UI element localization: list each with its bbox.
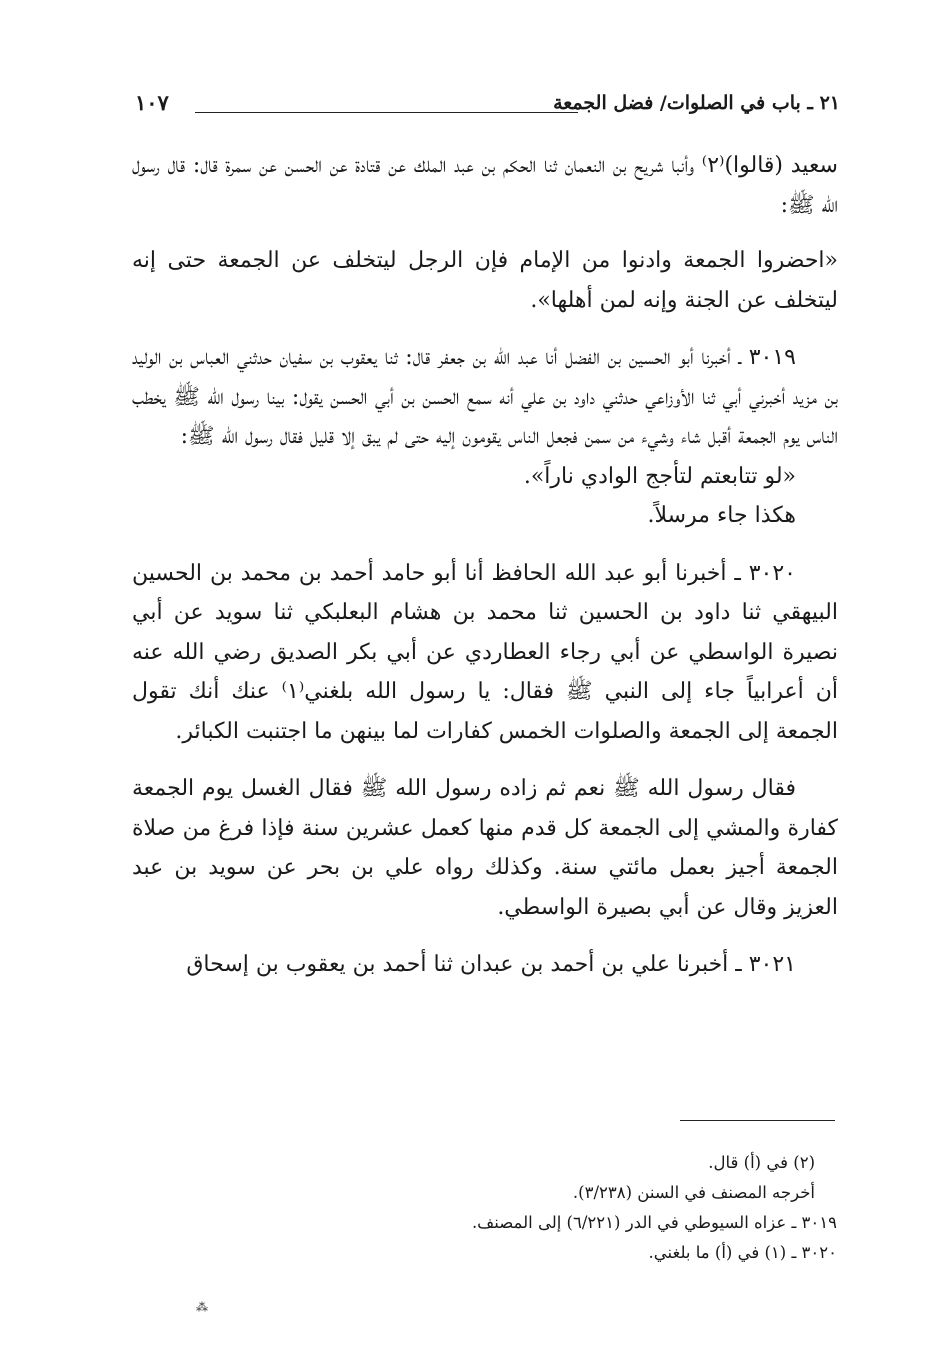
footnote-2: أخرجه المصنف في السنن (٣/٢٣٨). xyxy=(572,1183,815,1202)
header-rule xyxy=(195,112,578,113)
hadith-text-1: «احضروا الجمعة وادنوا من الإمام فإن الرجل ليتخلف عن الجمعة حتى إنه ليتخلف عن الجنة وإنه لمن أهلها». xyxy=(132,248,839,313)
running-header xyxy=(135,92,840,124)
footnote-4: ٣٠٢٠ ـ (١) في (أ) ما بلغني. xyxy=(648,1243,837,1262)
narration-3020: ٣٠٢٠ ـ أخبرنا أبو عبد الله الحافظ أنا أبو حامد أحمد بن محمد بن الحسين البيهقي ثنا داود بن الحسين ثنا محمد بن هشام البعلبكي ثنا سويد عن أبي نصيرة الواسطي عن أبي رجاء العطاردي عن أبي بكر الصديق رضي الله عنه أن أعرابياً جاء إلى النبي ﷺ فقال: يا رسول الله بلغني⁽١⁾ عنك أنك تقول الجمعة إلى الجمعة والصلوات الخمس كفارات لما بينهن ما اجتنبت الكبائر. xyxy=(132,560,838,744)
hadith-text-2: «لو تتابعتم لتأجج الوادي ناراً». xyxy=(523,463,796,489)
print-mark: ⁂ xyxy=(196,1300,208,1314)
footnote-3: ٣٠١٩ ـ عزاه السيوطي في الدر (٦/٢٢١) إلى المصنف. xyxy=(471,1213,837,1232)
narration-3019: ٣٠١٩ ـ أخبرنا أبو الحسين بن الفضل أنا عبد الله بن جعفر قال: ثنا يعقوب بن سفيان حدثني العباس بن الوليد بن مزيد أخبرني أبي ثنا الأوزاعي حدثني داود بن علي أنه سمع الحسن بن أبي الحسن يقول: بينا رسول الله ﷺ يخطب الناس يوم الجمعة أقبل شاء وشيء من سمن فجعل الناس يقومون إليه حتى لم يبق إلا قليل فقال رسول الله ﷺ: xyxy=(132,345,838,449)
narration-3021: ٣٠٢١ ـ أخبرنا علي بن أحمد بن عبدان ثنا أحمد بن يعقوب بن إسحاق xyxy=(186,952,796,977)
footnote-rule xyxy=(680,1120,835,1121)
comment-mursal: هكذا جاء مرسلاً. xyxy=(647,503,796,528)
chapter-title: ٢١ ـ باب في الصلوات/ فضل الجمعة xyxy=(553,92,840,114)
main-text xyxy=(132,146,838,985)
footnote-1: (٢) في (أ) قال. xyxy=(708,1153,815,1172)
footnotes xyxy=(250,1148,837,1268)
page-number: ١٠٧ xyxy=(135,90,169,115)
paragraph-isnad-continuation: سعيد (قالوا)⁽٢⁾ وأنبا شريح بن النعمان ثنا الحكم بن عبد الملك عن قتادة عن الحسن عن سمرة قال: قال رسول الله ﷺ: xyxy=(132,153,838,218)
paragraph-continuation: فقال رسول الله ﷺ نعم ثم زاده رسول الله ﷺ فقال الغسل يوم الجمعة كفارة والمشي إلى الجمعة كل قدم منها كعمل عشرين سنة فإذا فرغ من صلاة الجمعة أجيز بعمل مائتي سنة. وكذلك رواه علي بن بحر عن سويد بن عبد العزيز وقال عن أبي بصيرة الواسطي. xyxy=(132,776,838,920)
